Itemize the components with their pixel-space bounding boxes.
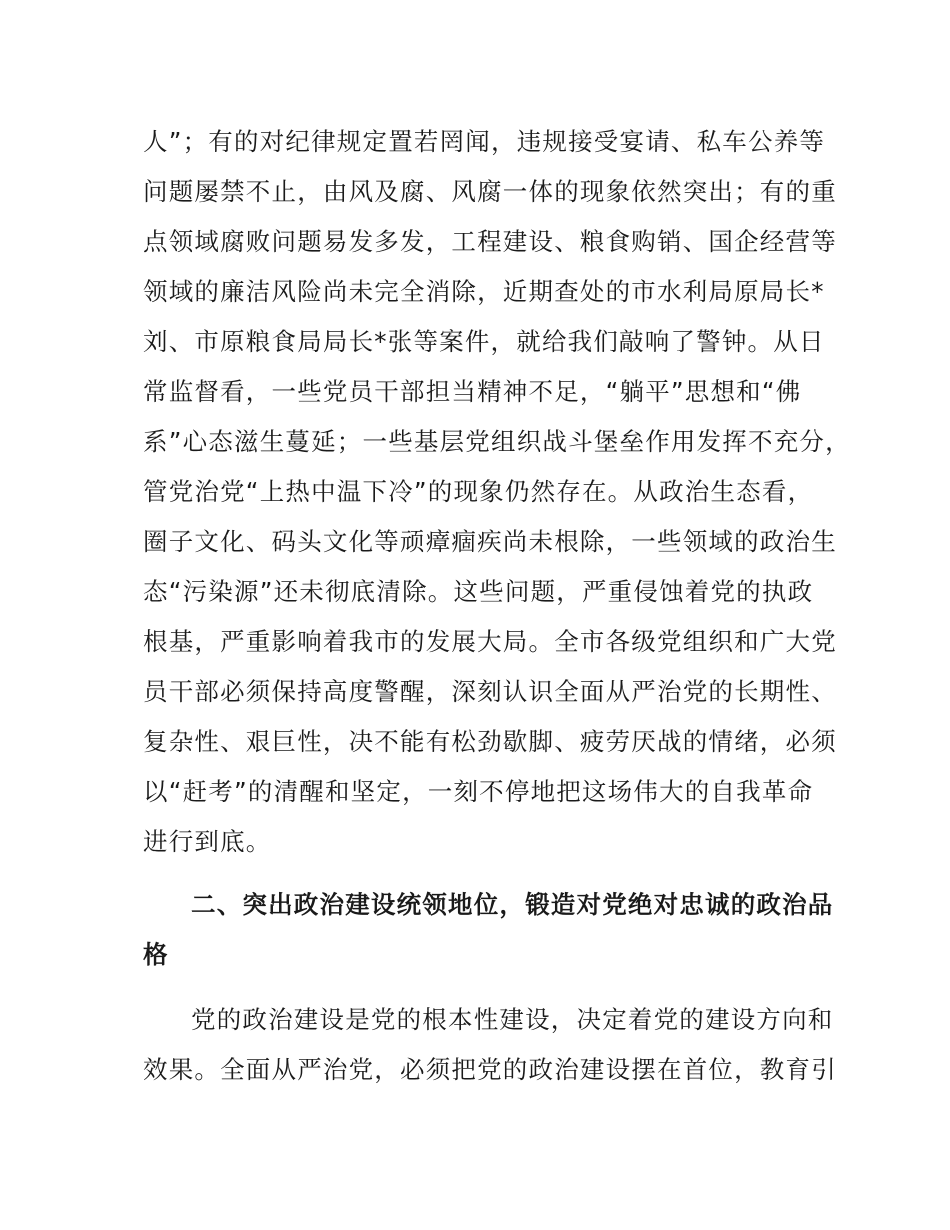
paragraph-1-line-11: 根基，严重影响着我市的发展大局。全市各级党组织和广大党 [143, 627, 837, 656]
paragraph-1-line-2: 问题屡禁不止，由风及腐、风腐一体的现象依然突出；有的重 [143, 177, 837, 206]
paragraph-1-line-13: 复杂性、艰巨性，决不能有松劲歇脚、疲劳厌战的情绪，必须 [143, 727, 837, 756]
paragraph-1-line-12: 员干部必须保持高度警醒，深刻认识全面从严治党的长期性、 [143, 677, 837, 706]
paragraph-1-line-6: 常监督看，一些党员干部担当精神不足，“躺平”思想和“佛 [143, 377, 802, 406]
paragraph-1-line-7: 系”心态滋生蔓延；一些基层党组织战斗堡垒作用发挥不充分， [143, 427, 851, 456]
paragraph-1-line-14: 以“赶考”的清醒和坚定，一刻不停地把这场伟大的自我革命 [143, 777, 814, 806]
paragraph-1-line-15: 进行到底。 [143, 827, 272, 856]
paragraph-2-line-1: 党的政治建设是党的根本性建设，决定着党的建设方向和 [191, 1005, 834, 1034]
section-heading-line-2: 格 [143, 940, 169, 969]
paragraph-1-line-10: 态“污染源”还未彻底清除。这些问题，严重侵蚀着党的执政 [143, 577, 814, 606]
paragraph-1-line-9: 圈子文化、码头文化等顽瘴痼疾尚未根除，一些领域的政治生 [143, 527, 837, 556]
paragraph-1-line-5: 刘、市原粮食局局长*张等案件，就给我们敲响了警钟。从日 [143, 327, 825, 356]
paragraph-1-line-4: 领域的廉洁风险尚未完全消除，近期查处的市水利局原局长* [143, 277, 825, 306]
paragraph-2-line-2: 效果。全面从严治党，必须把党的政治建设摆在首位，教育引 [143, 1055, 837, 1084]
paragraph-1-line-3: 点领域腐败问题易发多发，工程建设、粮食购销、国企经营等 [143, 227, 837, 256]
paragraph-1-line-8: 管党治党“上热中温下冷”的现象仍然存在。从政治生态看， [143, 477, 814, 506]
paragraph-1-line-1: 人”；有的对纪律规定置若罔闻，违规接受宴请、私车公养等 [143, 127, 826, 156]
section-heading-line-1: 二、突出政治建设统领地位，锻造对党绝对忠诚的政治品 [191, 890, 834, 919]
